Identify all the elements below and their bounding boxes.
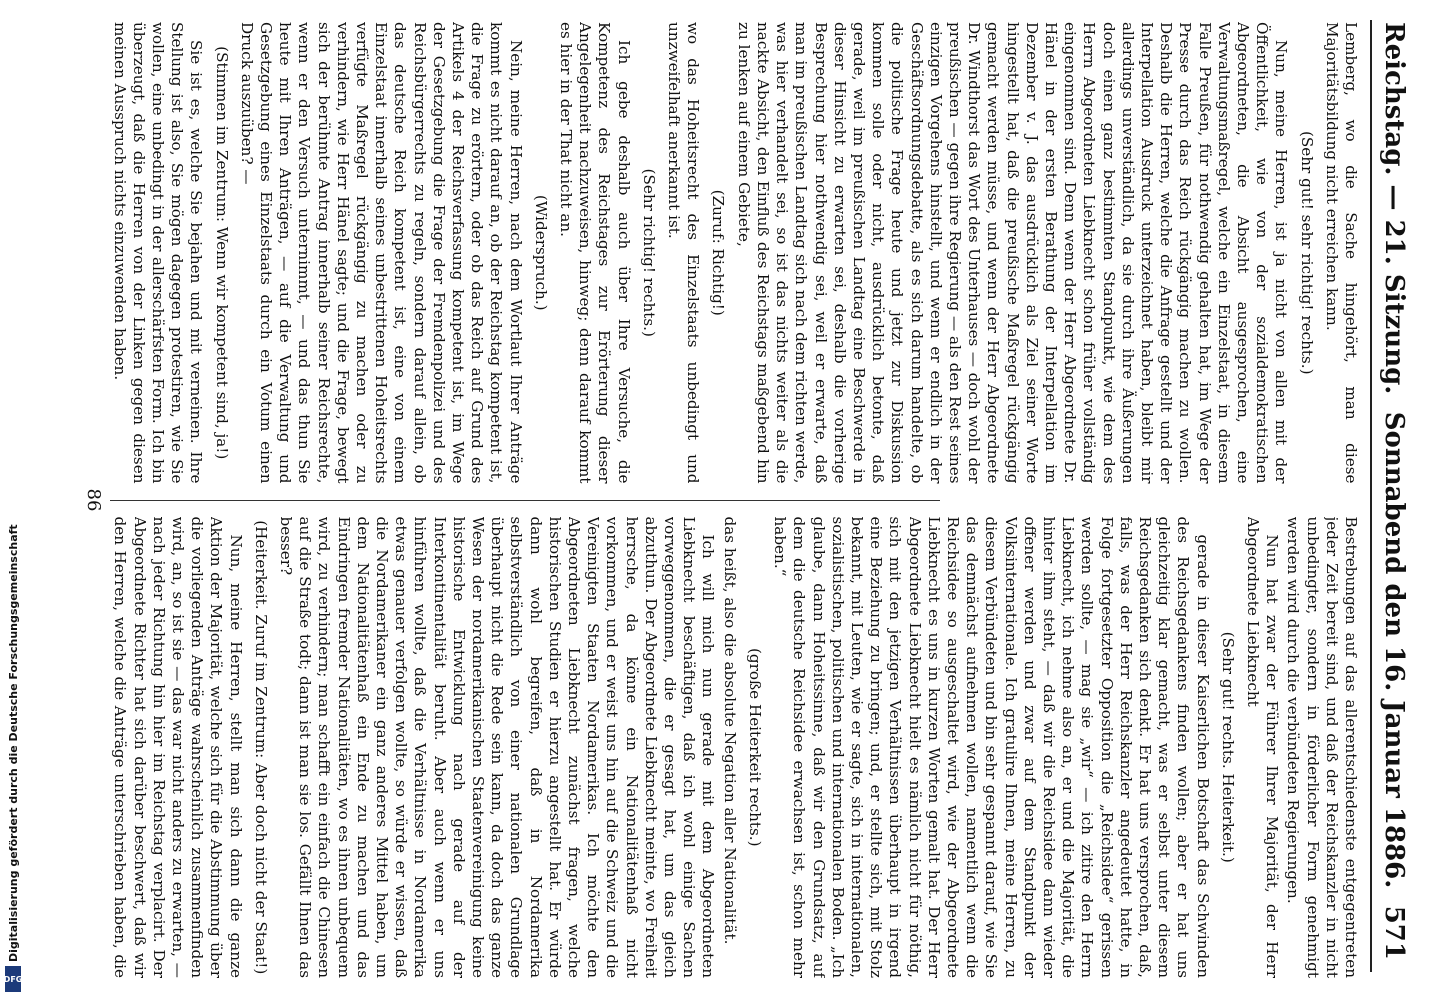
column-divider [110, 500, 940, 501]
header-page-number: 571 [1379, 905, 1409, 960]
paragraph: Nun hat zwar der Führer Ihrer Majorität, der Herr Abgeordnete Liebknecht [1243, 516, 1282, 978]
text-columns [110, 22, 1360, 978]
header-date: Sonnabend den 16. Januar 1886. [1379, 411, 1409, 889]
interjection: (Widerspruch.) [531, 194, 550, 311]
header-rule [1370, 20, 1372, 972]
paragraph: Ich gebe deshalb auch über Ihre Versuche, die Kompetenz des Reichstages zur Erörterung dieser Angelegenheit nachzuweisen, hinweg; denn darauf kommt es hier in der That nicht an. [557, 22, 633, 484]
paragraph: Nein, meine Herren, nach dem Wortlaut Ihrer Anträge kommt es nicht darauf an, ob der Reichstag kompetent ist, die Frage zu erörtern, oder ob das Reich auf Grund des Artikels 4 der Reichsverfassung kompetent ist, im Wege der Gesetzgebung die Frage der Fremdenpolizei und des Reichsbürgerrechts zu regeln, sondern darauf allein, ob das deutsche Reich kompetent ist, eine von einem Einzelstaat innerhalb seines unbestrittenen Hoheitsrechts verfügte Maßregel rückgängig zu machen oder zu verhindern, wie Herr Hänel sagte; und die Frage, bewegt sich der berühmte Antrag innerhalb seiner Reichsrechte, wenn er den Versuch unternimmt, — und das thun Sie heute mit Ihren Anträgen, — auf die Verwaltung und Gesetzgebung eines Einzelstaats durch ein Votum einen Druck auszuüben? — [237, 22, 525, 484]
page-header [1374, 22, 1414, 960]
paragraph: Lemberg, wo die Sache hingehört, man diese Majoritätsbildung nicht erreichen kann. [1322, 22, 1360, 484]
paragraph: Bestrebungen auf das allerentschiedenste entgegentreten jeder Zeit bereit sind, und daß der Reichskanzler in nicht unbedingter, sondern in förderlicher Form genehmigt werden wird durch die verbündeten Regierungen. [1284, 516, 1360, 978]
interjection: (Zuruf: Richtig!) [709, 189, 728, 316]
paragraph: wo das Hoheitsrecht des Einzelstaats unbedingt und unzweifelhaft anerkannt ist. [665, 22, 703, 484]
paragraph: gerade in dieser Kaiserlichen Botschaft das Schwinden des Reichsgedankens finden wollen; aber er hat uns gleichzeitig klar gemacht, was er selbst unter diesem Reichsgedanken sich denkt. Er hat uns versprochen, daß, falls, was der Herr Reichskanzler angedeutet hatte, in Folge fortgesetzter Opposition die „Reichsidee“ gerissen werden sollte, — mag sie „wir“ — ich zitire den Herrn Liebknecht, ich nehme also an, er und die Majorität, die hinter ihm steht, — daß wir die Reichsidee dann wieder offener werden und zwar auf dem Standpunkt der Volksinternationale. Ich gratulire Ihnen, meine Herren, zu diesem Verbündeten und bin sehr gespannt darauf, wie Sie das demnächst aufnehmen wollen, namentlich wenn die Reichsidee so ausgeschaltet wird, wie der Abgeordnete Liebknecht es uns in kurzen Worten gemalt hat. Der Herr Abgeordnete Liebknecht hielt es nämlich nicht für nöthig, sich mit den jetzigen Verhältnissen überhaupt in irgend eine Beziehung zu bringen; und, er stellte sich, mit Stolz bekannt, mit Leuten, wie er sagte, sich in internationalen, sozialistischen, politischen und internationalen Boden. „Ich glaube, dann Hoheitssinne, daß wir den Grundsatz, auf dem die deutsche Reichsidee erwachsen ist, schon mehr haben.“ [771, 516, 1212, 978]
digitization-note-text: Digitalisierung gefördert durch die Deutsche Forschungsgemeinschaft [7, 524, 20, 962]
paragraph: Sie ist es, welche Sie bejahen und mit verneinen. Ihre Stellung ist also, Sie mögen dagegen protestiren, wie Sie wollen, eine unbedingt in der allerschärfsten Form. Ich bin überzeugt, daß die Herren von der Linken gegen diesen meinen Ausspruch nichts einzuwenden haben. [110, 22, 206, 484]
interjection: (Sehr gut! rechts. Heiterkeit.) [1218, 631, 1237, 863]
interjection: (große Heiterkeit rechts.) [745, 647, 764, 847]
paragraph: Ich will mich nun gerade mit dem Abgeordneten Liebknecht beschäftigen, daß ich wohl einige Sachen vorweggenommen, die er gesagt hat, um das gleich abzuthun. Der Abgeordnete Liebknecht meinte, wo Freiheit herrsche, da könne ein Nationalitätenhaß nicht vorkommen, und er weist uns hin auf die Schweiz und die Vereinigten Staaten Nordamerikas. Ich möchte den Abgeordneten Liebknecht zunächst fragen, welche historischen Studien er hierzu angestellt hat. Er würde dann wohl begreifen, daß in Nordamerika selbstverständlich von einer nationalen Grundlage überhaupt nicht die Rede sein kann, da doch das ganze Wesen der nordamerikanischen Staatenvereinigung keine historische Entwicklung nach gerade auf der Interkontinentalität beruht. Aber auch wenn er uns hinführen wollte, daß die Verhältnisse in Nordamerika etwas genauer verfolgen wollte, so würde er wissen, daß die Nordamerikaner ein ganz anderes Mittel haben, um dem Nationalitätenhaß ein Ende zu machen und das Eindringen fremder Nationalitäten, wo es ihnen unbequem wird, zu verhindern; man schafft ein einfach die Chinesen auf die Straße todt; dann ist man sie los. Gefällt Ihnen das besser? [277, 516, 718, 978]
column-right [110, 517, 1360, 979]
column-left [110, 22, 1360, 484]
digitization-note [2, 0, 22, 1000]
interjection: (Sehr richtig! rechts.) [639, 168, 658, 337]
header-left: Reichstag. — 21. Sitzung. [1379, 22, 1409, 395]
interjection: (Stimmen im Zentrum: Wenn wir kompetent sind, ja!) [212, 46, 231, 460]
paragraph: Nun, meine Herren, stellt man sich dann die ganze Aktion der Majorität, welche sich für die Abstimmung über die vorliegenden Anträge wahrscheinlich zusammenfinden wird, an, so ist sie — das war nicht anders zu erwarten, — nach jeder Richtung hin hier im Reichstag verplacirt. Der Abgeordnete Richter hat sich darüber beschwert, daß wir den Herren, welche die Anträge unterschrieben haben, die [111, 516, 245, 978]
paragraph: das heißt, also die absolute Negation aller Nationalität. [720, 516, 739, 945]
footer-page-number: 86 [83, 488, 104, 512]
interjection: (Heiterkeit. Zuruf im Zentrum: Aber doch nicht der Staat!) [251, 520, 270, 975]
interjection: (Sehr gut! sehr richtig! rechts.) [1297, 130, 1316, 375]
paragraph: Nun, meine Herren, ist ja nicht von allen mit der Öffentlichkeit, wie von der sozialdemokratischen Abgeordneten, die Absicht ausgesprochen, eine Verwaltungsmaßregel, welche ein Einzelstaat, in diesem Falle Preußen, für nothwendig gehalten hat, im Wege der Presse durch das Reich rückgängig machen zu wollen. Deshalb die Herren, welche die Anfrage gestellt und der Interpellation Ausdruck unterzeichnet haben, bleibt mir allerdings unverständlich, da sie durch ihre Äußerungen doch einen ganz bestimmten Standpunkt, wie dem des Herrn Abgeordneten Liebknecht schon früher vollständig eingenommen sind. Denn wenn der Herr Abgeordnete Dr. Hänel in der ersten Berathung der Interpellation im Dezember v. J. das ausdrücklich als Ziel seiner Worte hingestellt hat, daß die preußische Maßregel rückgängig gemacht werden müsse, und wenn der Herr Abgeordnete Dr. Windthorst das Wort des Unterhauses — doch wohl der preußischen — gegen ihre Regierung — als den Rest seines einzigen Vorgehens hinstellt, und wenn er endlich in der Geschäftsordnungsdebatte, als es sich darum handelte, ob die politische Frage heute und jetzt zur Diskussion kommen solle oder nicht, ausdrücklich betonte, daß gerade, weil im preußischen Landtag eine Beschwerde in dieser Hinsicht zu erwarten sei, deshalb die vorherige Besprechung hier nothwendig sei, weil er erwarte, daß man im preußischen Landtag sich nach dem richten werde, was hier verhandelt sei, so ist das nichts weiter als die nackte Absicht, den Einfluß des Reichstags maßgebend hin zu lenken auf einem Gebiete, [734, 22, 1291, 484]
dfg-logo: DFG [5, 966, 21, 992]
